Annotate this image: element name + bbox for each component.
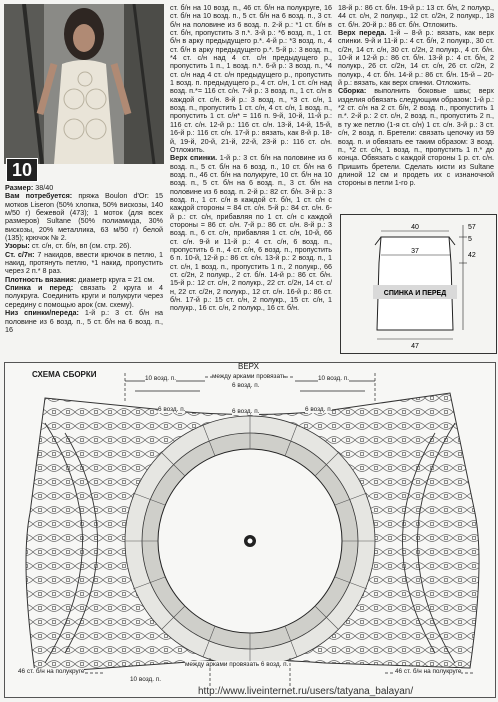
dim-r2: 5	[468, 236, 472, 243]
stitch-label: Ст. с/7н:	[5, 249, 35, 259]
label-ten-left: 10 возд. п.	[145, 375, 176, 382]
label-six-center: 6 возд. п.	[232, 408, 260, 415]
diagram-top-label: ВЕРХ	[238, 362, 259, 371]
model-photo	[4, 4, 164, 164]
back-top-label: Верх спинки.	[170, 153, 218, 163]
materials-text: пряжа Boulon d'Or: 15 мотков Liseron (50% хлопка, 50% вискозы, 140 м/50 г) бежевой (473); 1 моток (для всех размеров) Sultane (50% полиамида, 30% вискозы, 20% металлика, 63 м/50 г) белой (135); крючок № 2.	[5, 191, 163, 243]
patterns-label: Узоры:	[5, 241, 30, 251]
materials-label: Вам потребуется:	[5, 191, 73, 201]
dim-bottom: 47	[411, 343, 419, 350]
assembly-label: Сборка:	[338, 86, 367, 96]
assembly-text: выполнить боковые швы; верх изделия обвязать следующим образом: 1-й р.: *2 ст. с/н на 2 ст. б/н, 2 возд. п., пропустить 1 п.*. 2-й р.: 2 ст. с/н, 2 возд. п., пропустить 2 п., в ту же петлю (1-я ст. с/н) 1 ст. с/н. 3-й р.: 3 ст. с/н, 2 возд. п. Бретели: связать цепочку из 59 возд. п. и обвязать ее таким образом: 3 возд. п., *2 ст. с/н, 1 возд. п., пропустить 1 п.* до конца. Обвязать с каждой стороны 1 р. ст. с/н. Пришить бретели. Сделать кисти из Sultane длиной 12 см и продеть их с изнаночной стороны в петли 1-го р.	[338, 86, 494, 188]
stitch-text: 7 накидов, ввести крючок в петлю, 1 накид, протянуть петлю, *1 накид, пропустить через 2 п.* 8 раз.	[5, 249, 163, 276]
label-six-left: 6 возд. п.	[158, 406, 186, 413]
patterns-text: ст. с/н, ст. б/н, вп (см. стр. 26).	[31, 241, 132, 251]
size-value: 38/40	[35, 184, 54, 192]
front-top-text: 1-й – 8-й р.: вязать, как верх спинки. 9-й и 11-й р.: 4 ст. б/н, 2 полукр., 30 ст. с/2н, 14 ст. с/н, 30 ст. с/2н, 2 полукр., 4 ст. б/н. 10-й и 12-й р.: 86 ст. б/н. 13-й р.: 4 ст. б/н, 2 полукр., 26 ст. с/2н, 14 ст. с/н, 26 ст. с/2н, 2 полукр., 4 ст. б/н. 14-й р.: 86 ст. б/н. 15-й – 20-й р.: вязать, как верх спинки. Отложить.	[338, 28, 494, 88]
label-between-top: между арками провязать	[212, 373, 287, 380]
bottom-rows-text: ст. б/н на 10 возд. п., 46 ст. б/н на полукруге, 16 ст. б/н на 10 возд. п., 5 ст. б/н на 6 возд. п., 3 ст. б/н на половине из 6 возд. п. 2-й р.: *1 ст. б/н в ст. б/н, пропустить 3 п.*. 3-й р.: *6 возд. п., 1 ст. б/н в арку предыдущего р.*. 4-й р.: *3 возд. п., 4 ст. б/н в арку предыдущего р.*. 5-й р.: 3 возд. п., *4 ст. с/н над 4 ст. с/н предыдущего р., пропустить 1 п., 1 возд. п.*. 6-й р.: 3 возд. п., *4 ст. с/н над 4 ст. с/н предыдущего р., пропустить 1 возд. п. предыдущего р., 4 ст. с/н, 1 ст. с/н над возд. п.*= 116 ст. с/н. 7-й р.: 3 возд. п., 1 ст. с/н в каждой ст. с/н. 8-й р.: 3 возд. п., *3 ст. с/н, 1 возд. п., пропустить 1 ст. с/н, 4 ст. с/н, 1 возд. п., пропустить 1 ст. с/н* = 116 п. 9-й, 10-й, 11-й р.: 116 ст. с/н. 12-й р.: 116 ст. с/н. 13-й, 14-й, 15-й, 16-й р.: 116 ст. с/н. 17-й р.: вязать, как 8-й р. 18-й, 19-й, 20-й, 21-й, 22-й, 23-й р.: 116 ст. с/н. Отложить.	[170, 4, 332, 154]
label-bottom-right: 46 ст. б/н на полукруге	[395, 668, 462, 675]
label-ten-right: 10 возд. п.	[318, 375, 349, 382]
size-label: Размер:	[5, 184, 34, 192]
diagram-title: СХЕМА СБОРКИ	[32, 370, 97, 379]
back-front-text: связать 2 круга и 4 полукруга. Соединить круги и полукруги через середину с помощью арок (см. схему).	[5, 283, 163, 309]
back-front-label: Спинка и перед:	[5, 283, 74, 293]
text-column-1	[5, 184, 163, 359]
text-column-3	[338, 4, 494, 210]
label-between-top-2: 6 возд. п.	[232, 382, 260, 389]
dim-top: 40	[411, 224, 419, 231]
label-between-bottom: между арками провязать 6 возд. п.	[185, 661, 289, 668]
schema-title: СПИНКА И ПЕРЕД	[383, 290, 447, 297]
dim-mid: 37	[411, 248, 419, 255]
density-label: Плотность вязания:	[5, 274, 77, 284]
label-ten-bottom-left: 10 возд. п.	[130, 676, 161, 683]
label-bottom-left: 46 ст. б/н на полукруге	[18, 668, 85, 675]
label-six-right: 6 возд. п.	[305, 406, 333, 413]
front-top-label: Верх переда.	[338, 28, 387, 38]
back-top-end-text: 18-й р.: 86 ст. б/н. 19-й р.: 13 ст. б/н, 2 полукр., 44 ст. с/н, 2 полукр., 12 ст. с/2н, 2 полукр., 18 ст. б/н. 20-й р.: 86 ст. б/н. Отложить.	[338, 4, 494, 29]
bottom-text: 1-й р.: 3 ст. б/н на половине из 6 возд. п., 5 ст. б/н на 6 возд. п., 16	[5, 308, 163, 334]
source-watermark[interactable]: http://www.liveinternet.ru/users/tatyana_balayan/	[198, 686, 414, 697]
dim-r1: 57	[468, 224, 476, 231]
text-column-2	[170, 4, 332, 356]
dim-r3: 42	[468, 252, 476, 259]
density-text: диаметр круга = 21 см.	[78, 274, 155, 284]
bottom-label: Низ спинки/переда:	[5, 308, 79, 318]
back-top-text: 1-й р.: 3 ст. б/н на половине из 6 возд. п., 5 ст. б/н на 6 возд. п., 10 ст. б/н на 6 возд. п., 46 ст. б/н на полукруге, 10 ст. б/н на 10 возд. п., 5 ст. б/н на 6 возд. п., 3 ст. б/н на половине из 6 возд. п. 2-й р.: 82 ст. б/н. 3-й р.: 3 возд. п., 1 ст. с/н в каждой ст. б/н, 1 ст. с/н с каждой стороны = 84 ст. с/н. 5-й р.: 84 ст. с/н. 6-й р.: ст. с/н, прибавляя по 1 ст. с/н с каждой стороны = 86 ст. с/н. 7-й р.: 86 ст. с/н. 8-й р.: 3 возд. п., 6 ст. с/н, прибавляя 1 ст. с/н, 10-й, 66 ст. с/н. 9-й и 11-й р.: 4 ст. с/н, 6 возд. п., пропустить 6 п., 4 ст. с/н, 6 возд. п., пропустить 6 п. 10-й, 12-й р.: 86 ст. с/н. 13-й р.: 2 возд. п., 1 ст. с/н, 1 возд. п., пропустить 1 п., 2 полукр., 66 ст. с/2н, 2 полукр., 2 ст. б/н. 14-й р.: 86 ст. б/н. 15-й р.: 12 ст. с/н, 2 полукр., 22 ст. с/2н, 14 ст. с/н, 22 ст. с/2н, 2 полукр., 12 ст. с/н. 16-й р.: 86 ст. б/н. 17-й р.: 15 ст. с/н, 2 полукр., 15 ст. с/н, 1 полукр., 16 ст. с/н, 2 полукр., 16 ст. б/н.	[170, 153, 332, 313]
garment-schema	[340, 214, 497, 354]
pattern-number-badge: 10	[6, 158, 38, 182]
